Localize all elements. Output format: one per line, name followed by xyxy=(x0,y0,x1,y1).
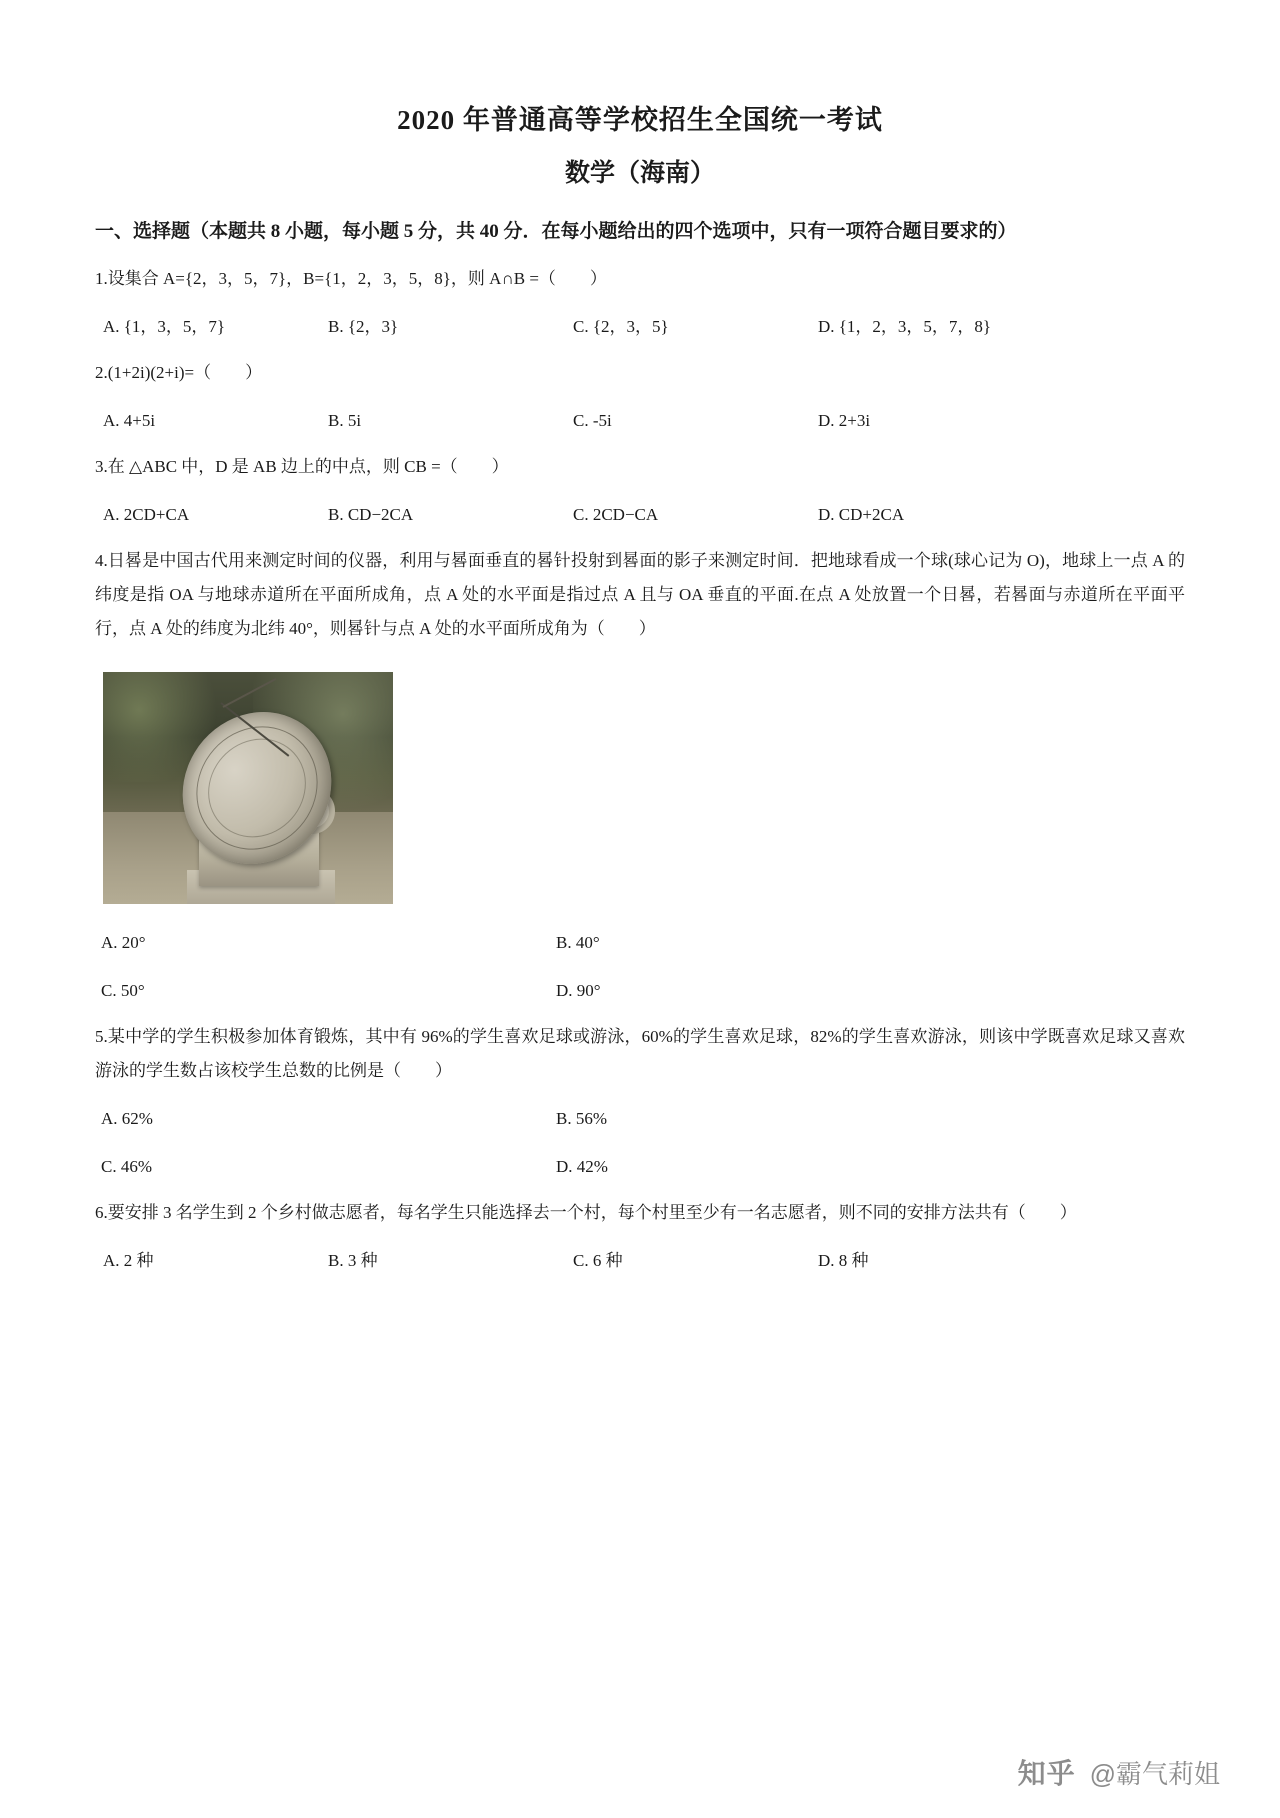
zhihu-username: @霸气莉姐 xyxy=(1089,1758,1220,1789)
option-1-B[interactable]: B. {2，3} xyxy=(328,317,399,337)
page-subtitle: 数学（海南） xyxy=(564,160,715,187)
question-5-stem: 5.某中学的学生积极参加体育锻炼，其中有 96%的学生喜欢足球或游泳，60%的学生喜欢足球，82%的学生喜欢游泳，则该中学既喜欢足球又喜欢游泳的学生数占该校学生总数的比例是（ ） xyxy=(95,1027,1185,1081)
question-6-options xyxy=(95,1244,1185,1278)
option-3-C[interactable]: C. 2CD−CA xyxy=(573,505,659,525)
option-2-B[interactable]: B. 5i xyxy=(328,411,362,431)
question-5-options-row1 xyxy=(95,1102,1185,1136)
option-4-B[interactable]: B. 40° xyxy=(556,933,600,953)
question-1-options xyxy=(95,310,1185,344)
question-6-stem: 6.要安排 3 名学生到 2 个乡村做志愿者，每名学生只能选择去一个村，每个村里至少有一名志愿者，则不同的安排方法共有（ ） xyxy=(95,1203,1077,1223)
question-4-options-row2 xyxy=(95,974,1185,1008)
page-title: 2020 年普通高等学校招生全国统一考试 xyxy=(397,105,883,135)
option-4-C[interactable]: C. 50° xyxy=(101,981,145,1001)
question-4-stem: 4.日晷是中国古代用来测定时间的仪器，利用与晷面垂直的晷针投射到晷面的影子来测定时间．把地球看成一个球(球心记为 O)，地球上一点 A 的纬度是指 OA 与地球赤道所在平面所成角，点 A 处的水平面是指过点 A 且与 OA 垂直的平面.在点 A 处放置一个日晷，若晷面与赤道所在平面平行，点 A 处的纬度为北纬 40°，则晷针与点 A 处的水平面所成角为（ ） xyxy=(95,551,1185,639)
option-3-B[interactable]: B. CD−2CA xyxy=(328,505,414,525)
option-5-C[interactable]: C. 46% xyxy=(101,1157,152,1177)
option-5-D[interactable]: D. 42% xyxy=(556,1157,608,1177)
sundial-figure xyxy=(103,672,1185,904)
option-4-A[interactable]: A. 20° xyxy=(101,933,146,953)
sundial-photo xyxy=(103,672,393,904)
option-2-A[interactable]: A. 4+5i xyxy=(103,411,156,431)
section-heading: 一、选择题（本题共 8 小题，每小题 5 分，共 40 分．在每小题给出的四个选项中，只有一项符合题目要求的） xyxy=(95,221,1017,242)
question-1-stem: 1.设集合 A={2，3，5，7}，B={1，2，3，5，8}，则 A∩B =（ ） xyxy=(95,269,607,289)
zhihu-logo: 知乎 xyxy=(1017,1758,1076,1789)
option-5-A[interactable]: A. 62% xyxy=(101,1109,153,1129)
option-5-B[interactable]: B. 56% xyxy=(556,1109,607,1129)
option-1-A[interactable]: A. {1，3，5，7} xyxy=(103,317,226,337)
option-1-C[interactable]: C. {2，3，5} xyxy=(573,317,669,337)
option-3-A[interactable]: A. 2CD+CA xyxy=(103,505,190,525)
option-6-C[interactable]: C. 6 种 xyxy=(573,1251,623,1271)
option-2-D[interactable]: D. 2+3i xyxy=(818,411,871,431)
question-3-options xyxy=(95,498,1185,532)
question-3-stem: 3.在 △ABC 中，D 是 AB 边上的中点，则 CB =（ ） xyxy=(95,457,509,477)
option-6-B[interactable]: B. 3 种 xyxy=(328,1251,378,1271)
option-3-D[interactable]: D. CD+2CA xyxy=(818,505,905,525)
question-2-stem: 2.(1+2i)(2+i)=（ ） xyxy=(95,363,263,383)
watermark-footer xyxy=(0,1726,1280,1818)
option-6-A[interactable]: A. 2 种 xyxy=(103,1251,154,1271)
option-1-D[interactable]: D. {1，2，3，5，7，8} xyxy=(818,317,992,337)
question-4-options-row1 xyxy=(95,926,1185,960)
question-2-options xyxy=(95,404,1185,438)
option-6-D[interactable]: D. 8 种 xyxy=(818,1251,869,1271)
question-5-options-row2 xyxy=(95,1150,1185,1184)
option-2-C[interactable]: C. -5i xyxy=(573,411,612,431)
option-4-D[interactable]: D. 90° xyxy=(556,981,601,1001)
